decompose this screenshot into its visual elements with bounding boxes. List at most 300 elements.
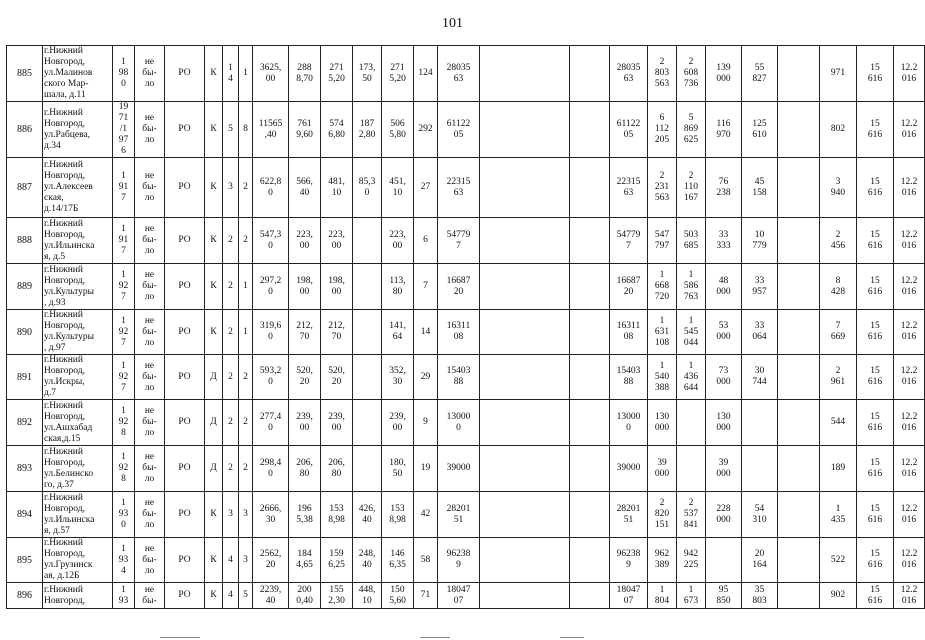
table-cell: 22315 63 xyxy=(610,158,648,218)
table-cell xyxy=(778,158,820,218)
table-cell: 15403 88 xyxy=(610,355,648,400)
table-cell: не бы- ло xyxy=(135,538,165,583)
table-cell: 3 940 xyxy=(820,158,857,218)
table-cell xyxy=(778,218,820,264)
table-cell: 223, 00 xyxy=(321,218,353,264)
table-cell: 15 616 xyxy=(857,158,894,218)
table-cell: 15 616 xyxy=(857,264,894,310)
table-cell: 11565 ,40 xyxy=(253,102,289,158)
table-row xyxy=(7,538,925,583)
address-cell: г.Нижний Новгород, ул.Грузинск ая, д.12Б xyxy=(43,538,113,583)
table-cell: РО xyxy=(165,355,205,400)
table-cell: РО xyxy=(165,218,205,264)
table-cell: 547 797 xyxy=(648,218,677,264)
table-cell xyxy=(570,355,610,400)
table-cell: 130 000 xyxy=(648,400,677,446)
table-cell: 141, 64 xyxy=(382,310,414,355)
table-cell: 1 92 8 xyxy=(113,446,135,492)
address-cell: г.Нижний Новгород, ул.Ашхабад ская,д.15 xyxy=(43,400,113,446)
table-cell: 28035 63 xyxy=(610,46,648,102)
table-cell: 319,6 0 xyxy=(253,310,289,355)
table-cell: 12.2 016 xyxy=(894,218,925,264)
table-cell xyxy=(353,355,382,400)
table-cell: 12.2 016 xyxy=(894,310,925,355)
table-cell: К xyxy=(205,310,223,355)
table-cell: 1 545 044 xyxy=(677,310,706,355)
table-cell: 39000 xyxy=(438,446,480,492)
table-cell: 55 827 xyxy=(742,46,778,102)
table-cell: 153 8,98 xyxy=(382,492,414,538)
table-cell: 520, 20 xyxy=(321,355,353,400)
table-cell: 13000 0 xyxy=(610,400,648,446)
table-cell xyxy=(677,446,706,492)
table-cell xyxy=(353,310,382,355)
table-cell: 1 91 7 xyxy=(113,218,135,264)
table-cell: 1 93 4 xyxy=(113,538,135,583)
table-cell: 139 000 xyxy=(706,46,742,102)
table-cell: 12.2 016 xyxy=(894,538,925,583)
table-cell xyxy=(570,446,610,492)
table-cell: не бы- ло xyxy=(135,46,165,102)
table-cell: 61122 05 xyxy=(610,102,648,158)
table-cell: 1 xyxy=(239,264,253,310)
table-cell: 228 000 xyxy=(706,492,742,538)
table-cell: 146 6,35 xyxy=(382,538,414,583)
table-cell: 2 456 xyxy=(820,218,857,264)
table-row xyxy=(7,355,925,400)
table-cell: РО xyxy=(165,46,205,102)
table-cell: 593,2 0 xyxy=(253,355,289,400)
table-cell: 20 164 xyxy=(742,538,778,583)
table-cell: 3 xyxy=(223,492,239,538)
table-cell: 15 616 xyxy=(857,46,894,102)
table-cell: 15 616 xyxy=(857,310,894,355)
table-cell: 1 98 0 xyxy=(113,46,135,102)
table-cell: 288 8,70 xyxy=(289,46,321,102)
table-cell: 239, 00 xyxy=(289,400,321,446)
table-row xyxy=(7,46,925,102)
table-cell: 1 804 xyxy=(648,583,677,609)
table-cell: 12.2 016 xyxy=(894,355,925,400)
table-cell: 39 000 xyxy=(648,446,677,492)
table-cell: 902 xyxy=(820,583,857,609)
table-cell: 124 xyxy=(414,46,438,102)
table-cell: 3 xyxy=(223,158,239,218)
table-cell: 2 xyxy=(223,264,239,310)
table-cell xyxy=(570,538,610,583)
address-cell: г.Нижний Новгород, ул.Ильинска я, д.5 xyxy=(43,218,113,264)
table-cell: не бы- ло xyxy=(135,218,165,264)
table-cell: РО xyxy=(165,400,205,446)
table-cell: 189 xyxy=(820,446,857,492)
table-cell: 574 6,80 xyxy=(321,102,353,158)
table-cell: 12.2 016 xyxy=(894,158,925,218)
table-cell: Д xyxy=(205,355,223,400)
table-cell xyxy=(480,46,570,102)
table-cell: 73 000 xyxy=(706,355,742,400)
table-cell: 58 xyxy=(414,538,438,583)
table-cell: 1 92 8 xyxy=(113,400,135,446)
table-cell: не бы- ло xyxy=(135,400,165,446)
table-cell: 16687 20 xyxy=(438,264,480,310)
table-cell: 206, 80 xyxy=(289,446,321,492)
table-cell: 239, 00 xyxy=(321,400,353,446)
table-cell xyxy=(480,102,570,158)
address-cell: г.Нижний Новгород, ул.Культуры , д.93 xyxy=(43,264,113,310)
table-cell: Д xyxy=(205,400,223,446)
table-cell xyxy=(480,264,570,310)
row-number-cell: 887 xyxy=(7,158,43,218)
table-cell: 130 000 xyxy=(706,400,742,446)
table-cell: 15 616 xyxy=(857,400,894,446)
row-number-cell: 896 xyxy=(7,583,43,609)
table-cell: 53 000 xyxy=(706,310,742,355)
table-cell xyxy=(480,158,570,218)
row-number-cell: 890 xyxy=(7,310,43,355)
table-cell: 35 803 xyxy=(742,583,778,609)
table-cell: К xyxy=(205,218,223,264)
table-cell: 113, 80 xyxy=(382,264,414,310)
table-cell: 2 xyxy=(239,218,253,264)
row-number-cell: 894 xyxy=(7,492,43,538)
table-row xyxy=(7,446,925,492)
table-cell: 180, 50 xyxy=(382,446,414,492)
table-cell: 2 xyxy=(239,355,253,400)
table-cell: 18047 07 xyxy=(438,583,480,609)
table-cell: 12.2 016 xyxy=(894,46,925,102)
table-cell: К xyxy=(205,46,223,102)
table-cell: 15 616 xyxy=(857,538,894,583)
scan-artifact xyxy=(560,637,584,638)
table-cell: 2 xyxy=(223,355,239,400)
table-cell: 15 616 xyxy=(857,446,894,492)
table-cell: 2 231 563 xyxy=(648,158,677,218)
table-cell: 15403 88 xyxy=(438,355,480,400)
address-cell: г.Нижний Новгород, ул.Белинско го, д.37 xyxy=(43,446,113,492)
table-cell xyxy=(778,102,820,158)
table-cell: 125 610 xyxy=(742,102,778,158)
table-cell xyxy=(778,355,820,400)
address-cell: г.Нижний Новгород, ул.Малинов ского Мар- шала, д.11 xyxy=(43,46,113,102)
table-cell: 153 8,98 xyxy=(321,492,353,538)
table-cell: 2 820 151 xyxy=(648,492,677,538)
table-cell xyxy=(353,218,382,264)
table-cell: 1 91 7 xyxy=(113,158,135,218)
table-cell: 85,3 0 xyxy=(353,158,382,218)
table-cell: 503 685 xyxy=(677,218,706,264)
table-cell xyxy=(480,538,570,583)
table-cell: 2 608 736 xyxy=(677,46,706,102)
table-cell: 13000 0 xyxy=(438,400,480,446)
table-cell: не бы- ло xyxy=(135,446,165,492)
table-cell: РО xyxy=(165,264,205,310)
table-cell: 9 xyxy=(414,400,438,446)
table-cell: 18047 07 xyxy=(610,583,648,609)
table-cell: 12.2 016 xyxy=(894,492,925,538)
table-cell: 481, 10 xyxy=(321,158,353,218)
table-cell: 12.2 016 xyxy=(894,400,925,446)
table-cell: 15 616 xyxy=(857,583,894,609)
table-cell: 1 4 xyxy=(223,46,239,102)
table-cell: 971 xyxy=(820,46,857,102)
table-cell: К xyxy=(205,538,223,583)
table-cell xyxy=(677,400,706,446)
row-number-cell: 885 xyxy=(7,46,43,102)
table-cell: 61122 05 xyxy=(438,102,480,158)
table-cell xyxy=(706,538,742,583)
table-cell: 2 xyxy=(223,400,239,446)
table-cell xyxy=(480,492,570,538)
table-cell: 42 xyxy=(414,492,438,538)
table-cell: 206, 80 xyxy=(321,446,353,492)
table-cell xyxy=(778,446,820,492)
table-cell: 48 000 xyxy=(706,264,742,310)
table-cell xyxy=(742,446,778,492)
table-cell: 54779 7 xyxy=(610,218,648,264)
table-cell xyxy=(353,400,382,446)
table-cell: 5 xyxy=(239,583,253,609)
table-cell: 33 333 xyxy=(706,218,742,264)
table-cell: 239, 00 xyxy=(382,400,414,446)
address-cell: г.Нижний Новгород, ул.Ильинска я, д.57 xyxy=(43,492,113,538)
table-row xyxy=(7,102,925,158)
table-cell: 28201 51 xyxy=(610,492,648,538)
table-cell: 212, 70 xyxy=(321,310,353,355)
table-cell: 184 4,65 xyxy=(289,538,321,583)
table-cell: 1 586 763 xyxy=(677,264,706,310)
table-cell: Д xyxy=(205,446,223,492)
table-cell: 2 xyxy=(239,158,253,218)
table-cell: 2 110 167 xyxy=(677,158,706,218)
table-cell: 10 779 xyxy=(742,218,778,264)
table-cell: 33 064 xyxy=(742,310,778,355)
row-number-cell: 895 xyxy=(7,538,43,583)
table-cell xyxy=(778,46,820,102)
table-cell: 2239, 40 xyxy=(253,583,289,609)
table-cell: 1 673 xyxy=(677,583,706,609)
table-cell: 426, 40 xyxy=(353,492,382,538)
table-cell xyxy=(778,264,820,310)
table-cell: 8 428 xyxy=(820,264,857,310)
table-cell: 71 xyxy=(414,583,438,609)
table-cell: 2 xyxy=(239,400,253,446)
address-cell: г.Нижний Новгород, ул.Алексеев ская, д.14/17Б xyxy=(43,158,113,218)
table-cell: 15 616 xyxy=(857,355,894,400)
table-cell: 16687 20 xyxy=(610,264,648,310)
table-row xyxy=(7,264,925,310)
table-cell: 187 2,80 xyxy=(353,102,382,158)
table-cell xyxy=(778,400,820,446)
table-cell: 116 970 xyxy=(706,102,742,158)
scan-artifact xyxy=(160,637,200,638)
table-cell: 6 xyxy=(414,218,438,264)
table-cell: 271 5,20 xyxy=(382,46,414,102)
table-cell: 19 71 /1 97 6 xyxy=(113,102,135,158)
table-cell xyxy=(570,264,610,310)
table-cell: 544 xyxy=(820,400,857,446)
address-cell: г.Нижний Новгород, ул.Искры, д.7 xyxy=(43,355,113,400)
table-cell: не бы- ло xyxy=(135,492,165,538)
table-cell: К xyxy=(205,264,223,310)
table-cell: 12.2 016 xyxy=(894,264,925,310)
table-cell: 1 668 720 xyxy=(648,264,677,310)
table-cell: 198, 00 xyxy=(289,264,321,310)
table-row xyxy=(7,492,925,538)
table-cell: РО xyxy=(165,583,205,609)
table-cell xyxy=(353,264,382,310)
table-cell: не бы- ло xyxy=(135,158,165,218)
table-cell: 200 0,40 xyxy=(289,583,321,609)
table-cell: 1 xyxy=(239,310,253,355)
row-number-cell: 886 xyxy=(7,102,43,158)
table-cell: 12.2 016 xyxy=(894,583,925,609)
table-cell: 1 92 7 xyxy=(113,264,135,310)
table-cell: 2562, 20 xyxy=(253,538,289,583)
table-cell: 196 5,38 xyxy=(289,492,321,538)
table-cell: К xyxy=(205,583,223,609)
table-cell: 622,8 0 xyxy=(253,158,289,218)
table-cell: 6 112 205 xyxy=(648,102,677,158)
table-cell: 506 5,80 xyxy=(382,102,414,158)
table-cell: не бы- ло xyxy=(135,310,165,355)
row-number-cell: 892 xyxy=(7,400,43,446)
table-cell: 159 6,25 xyxy=(321,538,353,583)
table-cell: 5 xyxy=(223,102,239,158)
table-cell: 1 92 7 xyxy=(113,355,135,400)
table-cell: 95 850 xyxy=(706,583,742,609)
table-row xyxy=(7,218,925,264)
table-cell xyxy=(480,218,570,264)
row-number-cell: 888 xyxy=(7,218,43,264)
table-cell: 4 xyxy=(223,538,239,583)
table-cell: 3625, 00 xyxy=(253,46,289,102)
address-cell: г.Нижний Новгород, ул.Рабцева, д.34 xyxy=(43,102,113,158)
table-cell xyxy=(480,400,570,446)
table-cell: 248, 40 xyxy=(353,538,382,583)
table-cell: 2666, 30 xyxy=(253,492,289,538)
table-cell: 22315 63 xyxy=(438,158,480,218)
table-cell: К xyxy=(205,158,223,218)
table-cell xyxy=(570,158,610,218)
table-cell xyxy=(778,538,820,583)
table-cell: 12.2 016 xyxy=(894,446,925,492)
table-cell: не бы- ло xyxy=(135,102,165,158)
table-cell xyxy=(480,355,570,400)
table-cell: 39 000 xyxy=(706,446,742,492)
table-row xyxy=(7,310,925,355)
table-cell: 96238 9 xyxy=(610,538,648,583)
table-cell: 150 5,60 xyxy=(382,583,414,609)
table-cell: 1 631 108 xyxy=(648,310,677,355)
table-row xyxy=(7,583,925,609)
table-cell: 1 92 7 xyxy=(113,310,135,355)
table-cell: 2 537 841 xyxy=(677,492,706,538)
table-cell: РО xyxy=(165,492,205,538)
row-number-cell: 893 xyxy=(7,446,43,492)
table-cell: 76 238 xyxy=(706,158,742,218)
table-cell xyxy=(570,492,610,538)
table-cell: РО xyxy=(165,446,205,492)
table-cell: РО xyxy=(165,310,205,355)
table-cell: 1 93 0 xyxy=(113,492,135,538)
table-cell: 2 xyxy=(223,218,239,264)
table-cell: К xyxy=(205,102,223,158)
table-cell: 277,4 0 xyxy=(253,400,289,446)
table-cell: 448, 10 xyxy=(353,583,382,609)
table-cell: РО xyxy=(165,102,205,158)
table-cell: 2 961 xyxy=(820,355,857,400)
table-cell: 298,4 0 xyxy=(253,446,289,492)
table-cell: 4 xyxy=(223,583,239,609)
table-cell: 1 436 644 xyxy=(677,355,706,400)
table-cell: 39000 xyxy=(610,446,648,492)
page-number: 101 xyxy=(442,16,463,31)
table-cell: 223, 00 xyxy=(382,218,414,264)
table-cell: 1 435 xyxy=(820,492,857,538)
table-cell: 2 xyxy=(223,310,239,355)
table-cell xyxy=(480,310,570,355)
table-cell: 3 xyxy=(239,492,253,538)
row-number-cell: 891 xyxy=(7,355,43,400)
table-cell xyxy=(570,102,610,158)
table-cell: 16311 08 xyxy=(610,310,648,355)
table-cell xyxy=(480,583,570,609)
table-cell: РО xyxy=(165,158,205,218)
table-cell: 566, 40 xyxy=(289,158,321,218)
table-cell: 45 158 xyxy=(742,158,778,218)
row-number-cell: 889 xyxy=(7,264,43,310)
table-cell: 96238 9 xyxy=(438,538,480,583)
table-cell: 15 616 xyxy=(857,102,894,158)
table-cell xyxy=(570,400,610,446)
table-cell: 297,2 0 xyxy=(253,264,289,310)
table-cell: К xyxy=(205,492,223,538)
table-cell: 12.2 016 xyxy=(894,102,925,158)
table-cell: 451, 10 xyxy=(382,158,414,218)
table-cell: 271 5,20 xyxy=(321,46,353,102)
table-cell: 547,3 0 xyxy=(253,218,289,264)
table-cell xyxy=(353,446,382,492)
table-cell xyxy=(778,310,820,355)
table-cell: 15 616 xyxy=(857,492,894,538)
table-cell: 19 xyxy=(414,446,438,492)
table-cell: 1 540 388 xyxy=(648,355,677,400)
table-cell: 27 xyxy=(414,158,438,218)
table-row xyxy=(7,400,925,446)
table-cell: 212, 70 xyxy=(289,310,321,355)
housing-register-table xyxy=(6,45,925,609)
table-cell: 8 xyxy=(239,102,253,158)
table-row xyxy=(7,158,925,218)
table-cell: 198, 00 xyxy=(321,264,353,310)
address-cell: г.Нижний Новгород, xyxy=(43,583,113,609)
table-cell: РО xyxy=(165,538,205,583)
table-cell xyxy=(570,218,610,264)
table-cell: 942 225 xyxy=(677,538,706,583)
table-cell: 30 744 xyxy=(742,355,778,400)
table-cell: 1 xyxy=(239,46,253,102)
table-cell: 54779 7 xyxy=(438,218,480,264)
scan-artifact xyxy=(420,637,450,638)
table-cell xyxy=(570,46,610,102)
table-cell: 2 xyxy=(239,446,253,492)
address-cell: г.Нижний Новгород, ул.Культуры , д.97 xyxy=(43,310,113,355)
table-cell: 223, 00 xyxy=(289,218,321,264)
table-cell: 7 669 xyxy=(820,310,857,355)
table-cell: 761 9,60 xyxy=(289,102,321,158)
table-cell: 802 xyxy=(820,102,857,158)
table-cell: 1 93 xyxy=(113,583,135,609)
